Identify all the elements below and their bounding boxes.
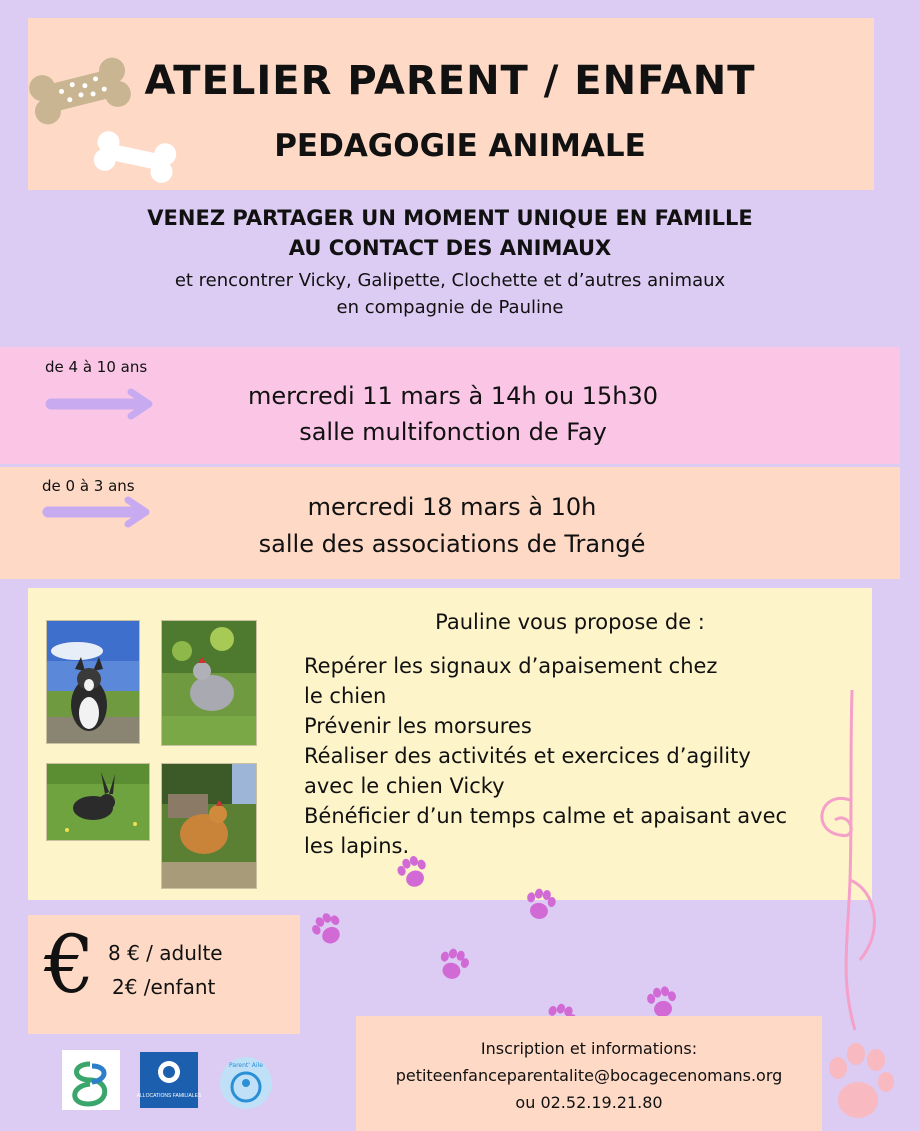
arrow-right-icon: [42, 494, 152, 530]
activity-line: Repérer les signaux d’apaisement chez: [304, 654, 718, 678]
paw-icon: [388, 848, 438, 898]
activity-line: avec le chien Vicky: [304, 774, 505, 798]
dog-photo: [46, 620, 140, 744]
contact-phone: ou 02.52.19.21.80: [515, 1093, 663, 1112]
arrow-right-icon: [45, 386, 155, 422]
page-subtitle: PEDAGOGIE ANIMALE: [274, 128, 646, 164]
activities-title: Pauline vous propose de :: [435, 610, 705, 634]
parent-aile-logo-text: Parent' Aile: [229, 1062, 263, 1069]
contact-title: Inscription et informations:: [480, 1039, 698, 1058]
caf-logo-text: ALLOCATIONS FAMILIALES: [136, 1093, 202, 1099]
activity-line: Réaliser des activités et exercices d’agility: [304, 744, 751, 768]
paw-icon: [428, 940, 478, 990]
intro-line: et rencontrer Vicky, Galipette, Clochette et d’autres animaux: [174, 270, 726, 291]
session-date: mercredi 11 mars à 14h ou 15h30: [247, 382, 659, 410]
session-age: de 0 à 3 ans: [42, 477, 135, 495]
page-title: ATELIER PARENT / ENFANT: [144, 58, 756, 104]
leash-decoration: [800, 680, 900, 1040]
euro-icon: €: [44, 918, 95, 1011]
paw-icon: [515, 880, 565, 930]
session-age: de 4 à 10 ans: [45, 358, 148, 376]
parent-aile-logo: [218, 1055, 274, 1111]
session-date: mercredi 18 mars à 10h: [307, 493, 597, 521]
intro-line: VENEZ PARTAGER UN MOMENT UNIQUE EN FAMILLE: [147, 206, 753, 230]
rabbit-photo: [46, 763, 150, 841]
session-venue: salle des associations de Trangé: [258, 530, 646, 558]
caf-logo: [136, 1052, 202, 1108]
activity-line: Prévenir les morsures: [304, 714, 532, 738]
paw-icon: [303, 905, 353, 955]
activity-line: le chien: [304, 684, 387, 708]
bocage-cenomans-logo: [62, 1050, 120, 1110]
contact-email-link[interactable]: petiteenfanceparentalite@bocagecenomans.org: [395, 1066, 783, 1085]
price-child: 2€ /enfant: [112, 975, 216, 999]
intro-line: en compagnie de Pauline: [336, 297, 564, 318]
activities-list: [304, 651, 864, 861]
hen-photo: [161, 620, 257, 746]
price-adult: 8 € / adulte: [108, 941, 223, 965]
activity-line: Bénéficier d’un temps calme et apaisant avec: [304, 804, 788, 828]
hen-photo: [161, 763, 257, 889]
intro-line: AU CONTACT DES ANIMAUX: [288, 236, 612, 260]
paw-icon: [818, 1030, 898, 1130]
activity-line: les lapins.: [304, 834, 410, 858]
session-venue: salle multifonction de Fay: [299, 418, 607, 446]
